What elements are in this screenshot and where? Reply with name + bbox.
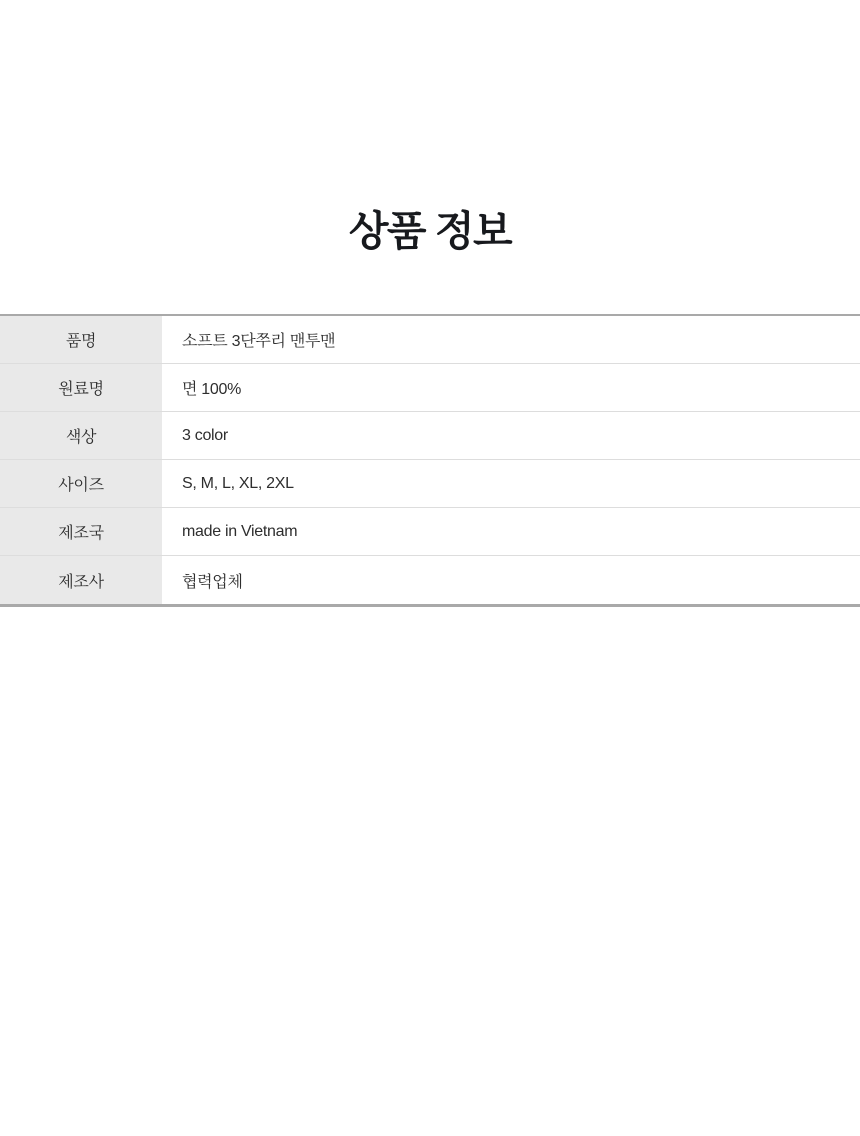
row-label: 색상: [0, 412, 162, 459]
row-value: 면 100%: [182, 381, 242, 398]
page-title: 상품 정보: [348, 208, 512, 254]
row-value: 3 color: [182, 426, 228, 444]
product-info-table: [0, 314, 860, 607]
table-row: [0, 460, 860, 508]
row-value: made in Vietnam: [182, 522, 298, 540]
row-label: 제조국: [0, 508, 162, 555]
row-value: 협력업체: [182, 573, 243, 591]
table-row: [0, 556, 860, 604]
table-row: [0, 412, 860, 460]
row-value: S, M, L, XL, 2XL: [182, 474, 294, 492]
row-value: 소프트 3단쭈리 맨투맨: [182, 333, 336, 350]
table-row: [0, 508, 860, 556]
table-row: [0, 364, 860, 412]
table-row: [0, 316, 860, 364]
row-label: 제조사: [0, 556, 162, 604]
row-label: 원료명: [0, 364, 162, 411]
row-label: 사이즈: [0, 460, 162, 507]
row-label: 품명: [0, 316, 162, 363]
